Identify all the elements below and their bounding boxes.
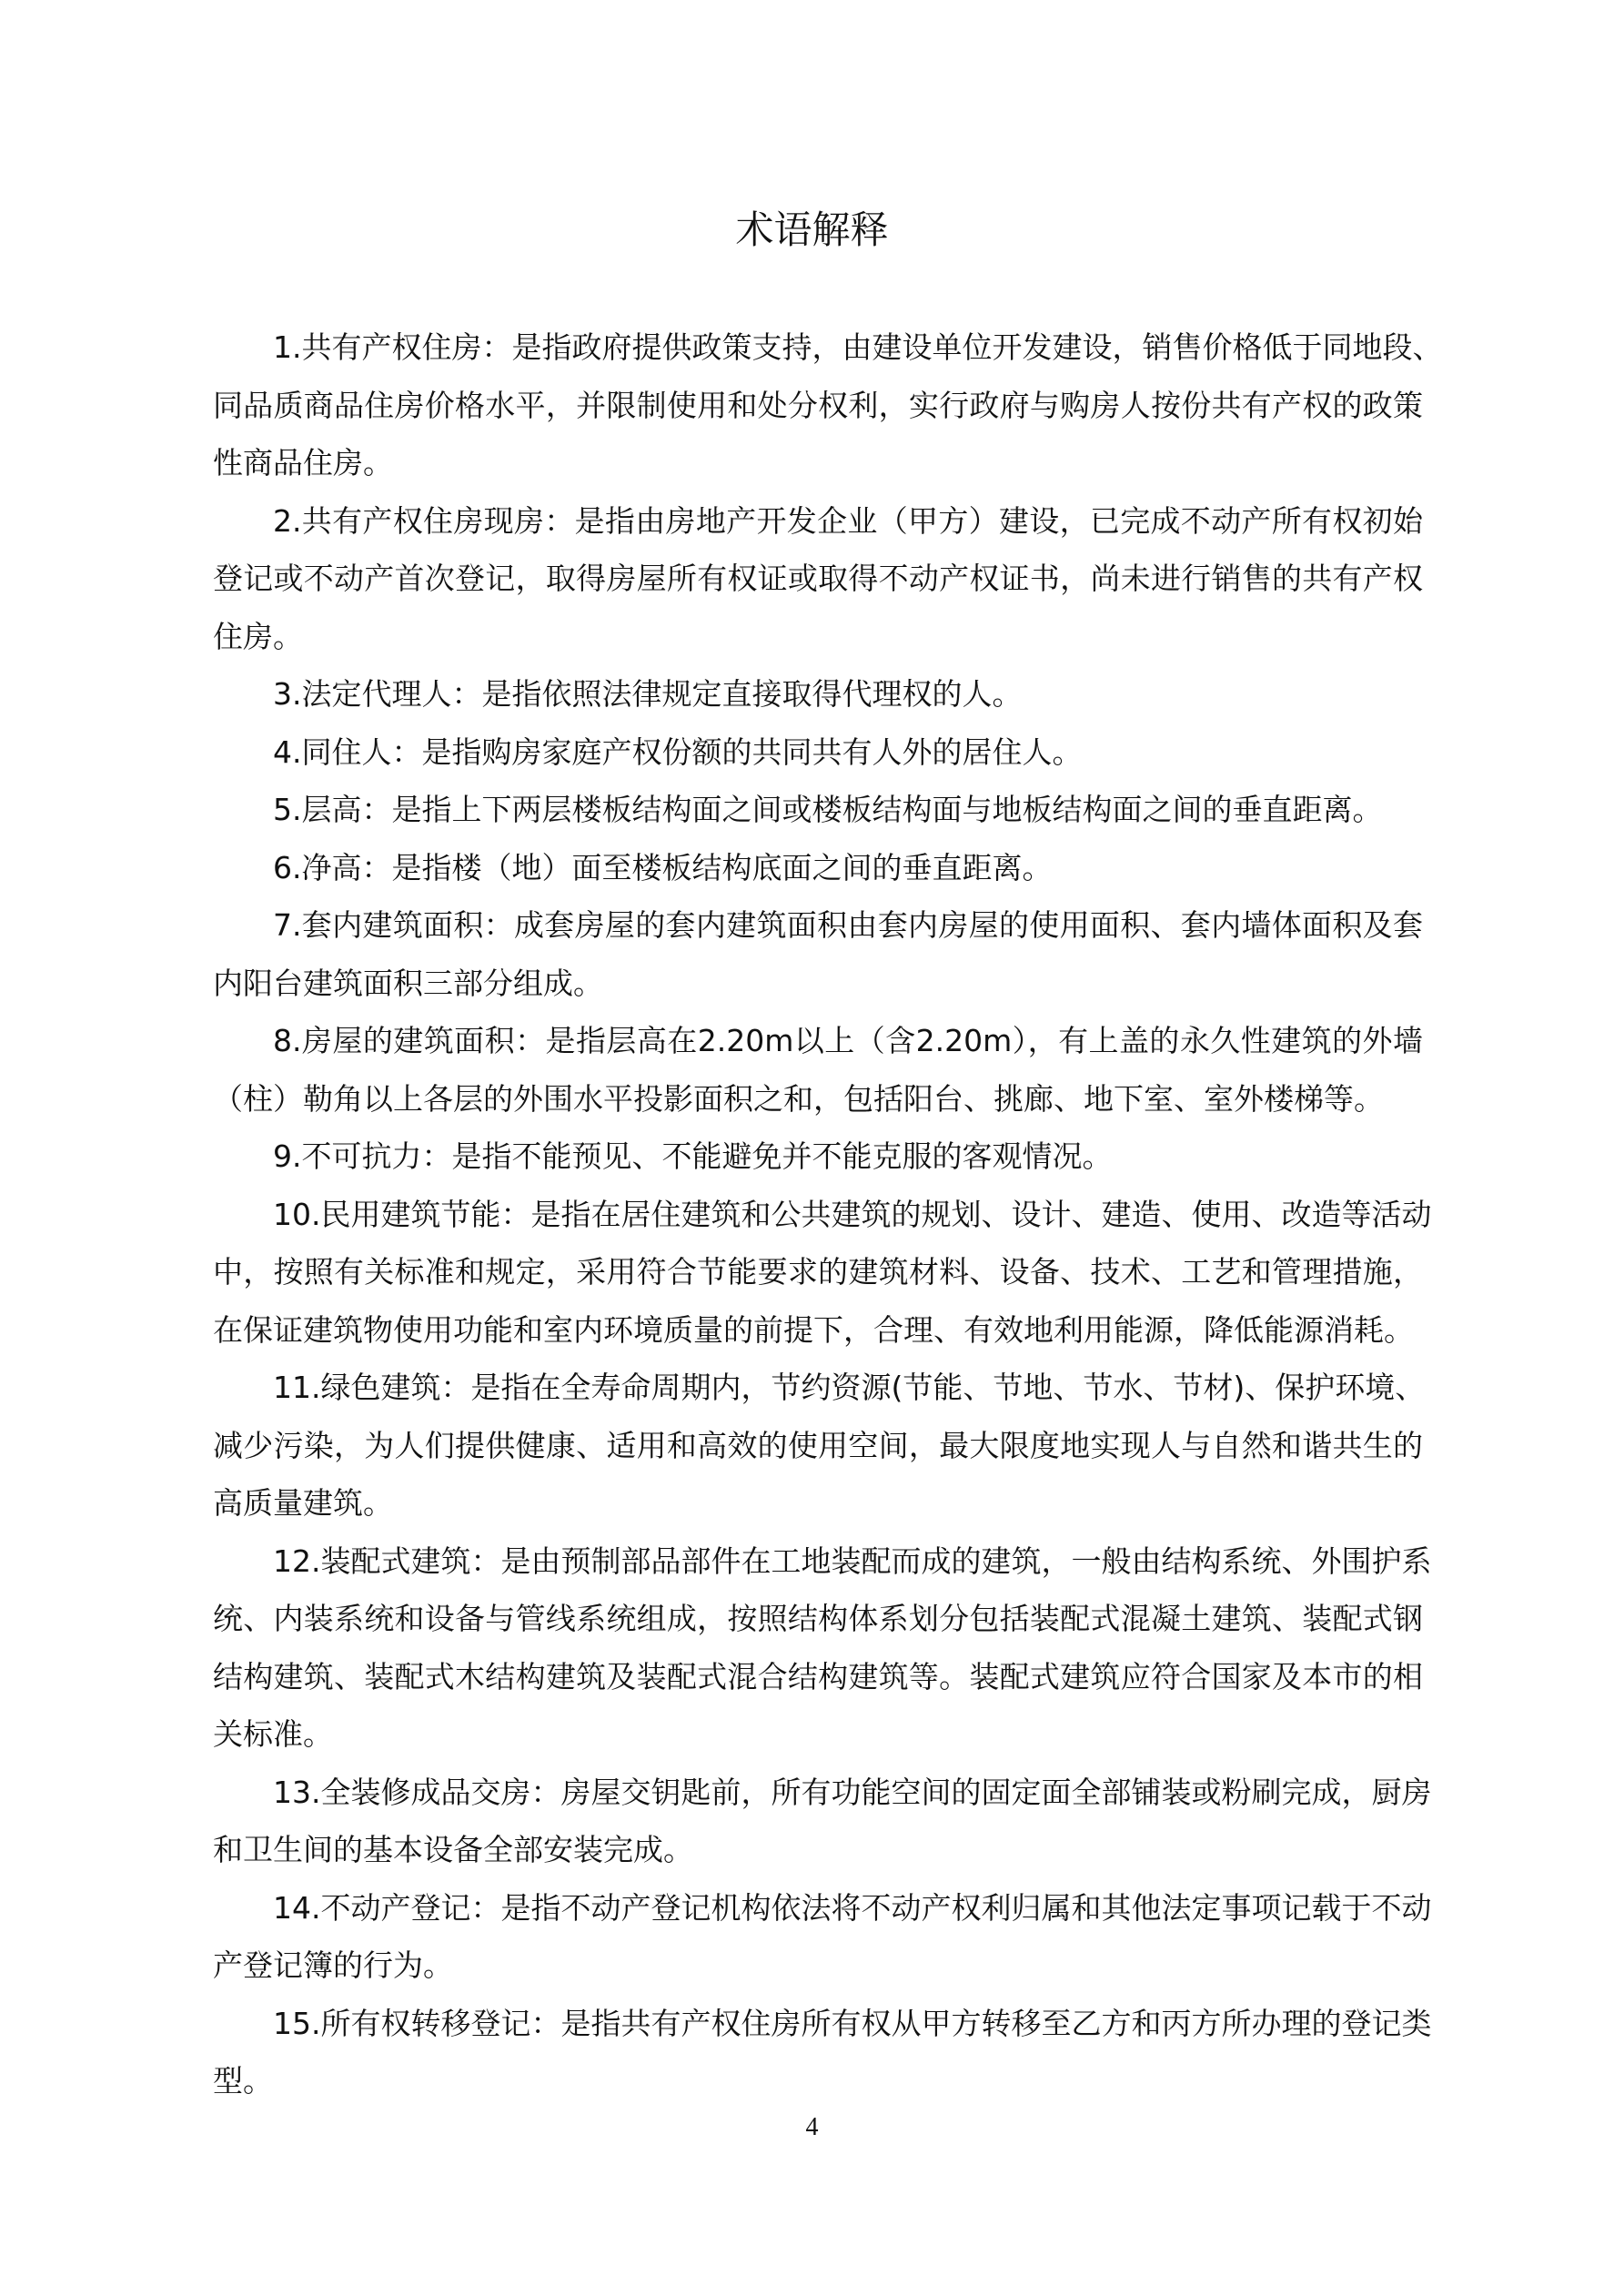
term-paragraph [213,723,1423,782]
term-paragraph [213,1764,1432,1879]
term-paragraph [213,1532,1432,1764]
paragraph-line: 15.所有权转移登记：是指共有产权住房所有权从甲方转移至乙方和丙方所办理的登记类 [273,2005,1432,2041]
term-paragraph [213,665,1423,723]
paragraph-line: 减少污染，为人们提供健康、适用和高效的使用空间，最大限度地实现人与自然和谐共生的 [213,1427,1423,1463]
paragraph-line: 14.不动产登记：是指不动产登记机构依法将不动产权利归属和其他法定事项记载于不动 [273,1889,1432,1926]
paragraph-line: 统、内装系统和设备与管线系统组成，按照结构体系划分包括装配式混凝土建筑、装配式钢 [213,1601,1423,1636]
paragraph-line: 11.绿色建筑：是指在全寿命周期内，节约资源(节能、节地、节水、节材)、保护环境、 [273,1370,1426,1405]
term-paragraph [213,492,1423,666]
term-paragraph [213,839,1423,897]
term-paragraph [213,1186,1432,1360]
paragraph-line: 在保证建筑物使用功能和室内环境质量的前提下，合理、有效地利用能源，降低能源消耗。 [213,1311,1414,1348]
paragraph-line: 6.净高：是指楼（地）面至楼板结构底面之间的垂直距离。 [273,849,1053,885]
paragraph-line: 5.层高：是指上下两层楼板结构面之间或楼板结构面与地板结构面之间的垂直距离。 [273,792,1383,827]
term-paragraph [213,1879,1432,1995]
paragraph-line: 内阳台建筑面积三部分组成。 [213,965,603,1001]
paragraph-line: 关标准。 [213,1716,333,1752]
paragraph-line: 高质量建筑。 [213,1485,393,1521]
paragraph-line: 3.法定代理人：是指依照法律规定直接取得代理权的人。 [273,676,1023,712]
page-number: 4 [805,2113,819,2141]
term-paragraph [213,319,1443,492]
paragraph-line: 10.民用建筑节能：是指在居住建筑和公共建筑的规划、设计、建造、使用、改造等活动 [273,1196,1432,1232]
term-paragraph [213,1128,1423,1186]
paragraph-line: 12.装配式建筑：是由预制部品部件在工地装配而成的建筑，一般由结构系统、外围护系 [273,1542,1432,1579]
paragraph-line: （柱）勒角以上各层的外围水平投影面积之和，包括阳台、挑廊、地下室、室外楼梯等。 [213,1080,1384,1117]
paragraph-line: 4.同住人：是指购房家庭产权份额的共同共有人外的居住人。 [273,733,1083,770]
paragraph-line: 结构建筑、装配式木结构建筑及装配式混合结构建筑等。装配式建筑应符合国家及本市的相 [213,1658,1423,1694]
term-paragraph [213,1359,1426,1532]
paragraph-line: 2.共有产权住房现房：是指由房地产开发企业（甲方）建设，已完成不动产所有权初始 [273,502,1423,539]
paragraph-line: 中，按照有关标准和规定，采用符合节能要求的建筑材料、设备、技术、工艺和管理措施， [213,1254,1423,1290]
paragraph-line: 型。 [213,2063,273,2099]
term-paragraph [213,896,1423,1012]
paragraph-line: 住房。 [213,618,303,654]
term-paragraph [213,1995,1432,2110]
paragraph-line: 9.不可抗力：是指不能预见、不能避免并不能克服的客观情况。 [273,1138,1113,1174]
paragraph-line: 性商品住房。 [213,445,393,480]
paragraph-line: 登记或不动产首次登记，取得房屋所有权证或取得不动产权证书，尚未进行销售的共有产权 [213,561,1423,596]
paragraph-line: 和卫生间的基本设备全部安装完成。 [213,1832,693,1867]
paragraph-line: 1.共有产权住房：是指政府提供政策支持，由建设单位开发建设，销售价格低于同地段、 [273,329,1443,365]
paragraph-line: 产登记簿的行为。 [213,1947,453,1983]
paragraph-line: 13.全装修成品交房：房屋交钥匙前，所有功能空间的固定面全部铺装或粉刷完成，厨房 [273,1774,1432,1810]
page-title: 术语解释 [735,207,889,252]
paragraph-line: 7.套内建筑面积：成套房屋的套内建筑面积由套内房屋的使用面积、套内墙体面积及套 [273,907,1423,943]
term-paragraph [213,781,1423,839]
paragraph-line: 8.房屋的建筑面积：是指层高在2.20m以上（含2.20m），有上盖的永久性建筑的外墙 [273,1023,1423,1058]
paragraph-line: 同品质商品住房价格水平，并限制使用和处分权利，实行政府与购房人按份共有产权的政策 [213,387,1423,423]
document-body [213,319,1443,2110]
term-paragraph [213,1012,1423,1128]
